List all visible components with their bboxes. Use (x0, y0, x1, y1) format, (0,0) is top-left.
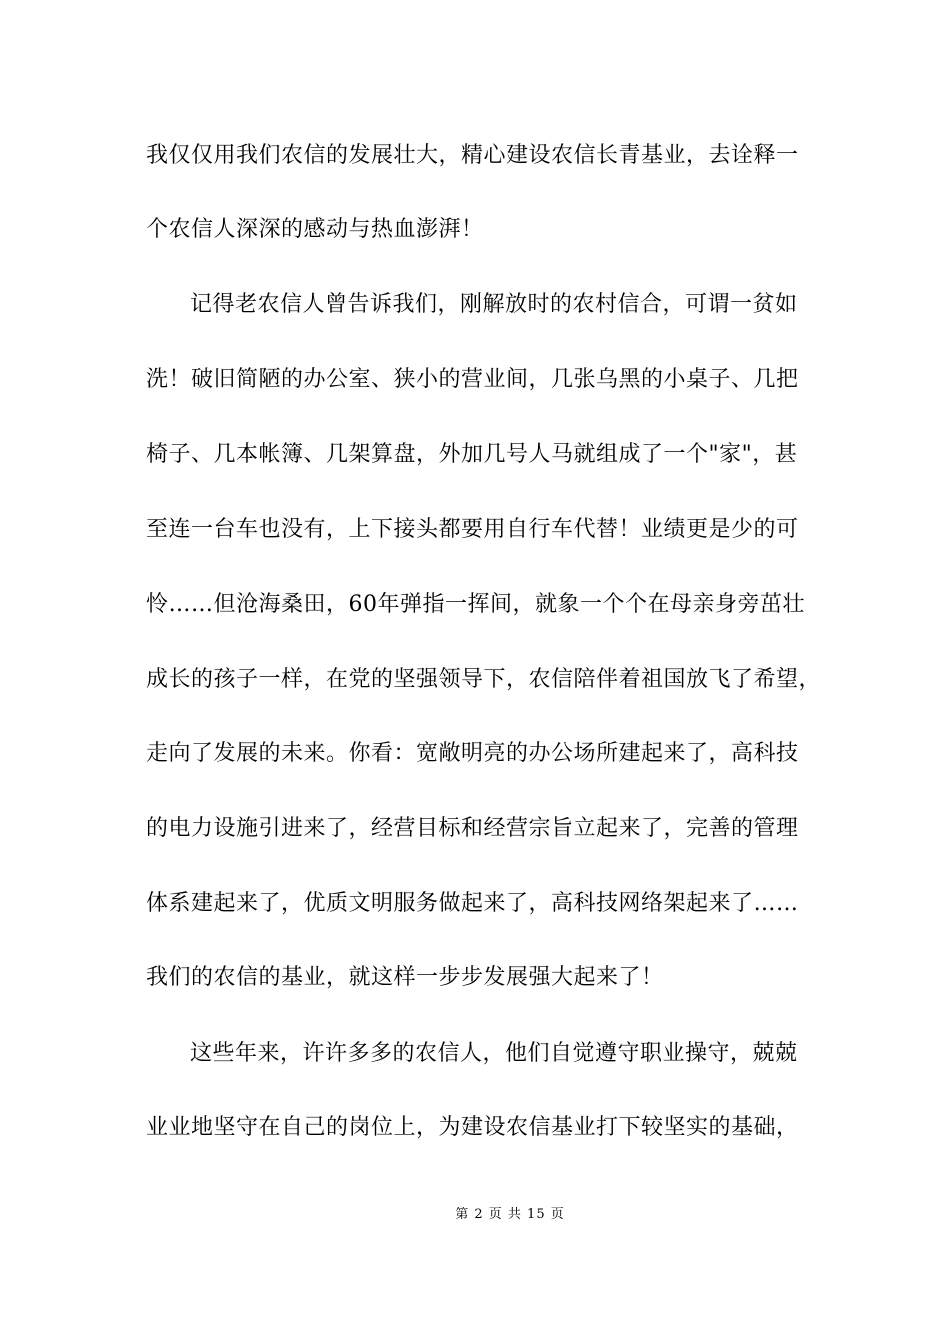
text-line-2: 个农信人深深的感动与热血澎湃！ (146, 217, 484, 242)
text-line-8: 成长的孩子一样，在党的坚强领导下，农信陪伴着祖国放飞了希望， (146, 667, 822, 692)
text-line-7: 怜……但沧海桑田，60年弹指一挥间，就象一个个在母亲身旁茁壮 (146, 592, 805, 617)
page-number-footer: 第 2 页 共 15 页 (455, 1207, 565, 1222)
text-line-12: 我们的农信的基业，就这样一步步发展强大起来了！ (146, 965, 664, 990)
text-line-3: 记得老农信人曾告诉我们，刚解放时的农村信合，可谓一贫如 (190, 292, 798, 317)
text-line-9: 走向了发展的未来。你看：宽敞明亮的办公场所建起来了，高科技 (146, 741, 799, 766)
text-line-10: 的电力设施引进来了，经营目标和经营宗旨立起来了，完善的管理 (146, 816, 799, 841)
text-line-6: 至连一台车也没有，上下接头都要用自行车代替！业绩更是少的可 (146, 517, 799, 542)
text-line-5: 椅子、几本帐簿、几架算盘，外加几号人马就组成了一个"家"，甚 (146, 442, 798, 467)
text-line-1: 我仅仅用我们农信的发展壮大，精心建设农信长青基业，去诠释一 (146, 143, 799, 168)
text-line-4: 洗！破旧简陋的办公室、狭小的营业间，几张乌黑的小桌子、几把 (146, 367, 799, 392)
text-line-14: 业业地坚守在自己的岗位上，为建设农信基业打下较坚实的基础， (146, 1115, 799, 1140)
text-line-13: 这些年来，许许多多的农信人，他们自觉遵守职业操守，兢兢 (190, 1041, 798, 1066)
text-line-11: 体系建起来了，优质文明服务做起来了，高科技网络架起来了…… (146, 891, 799, 916)
